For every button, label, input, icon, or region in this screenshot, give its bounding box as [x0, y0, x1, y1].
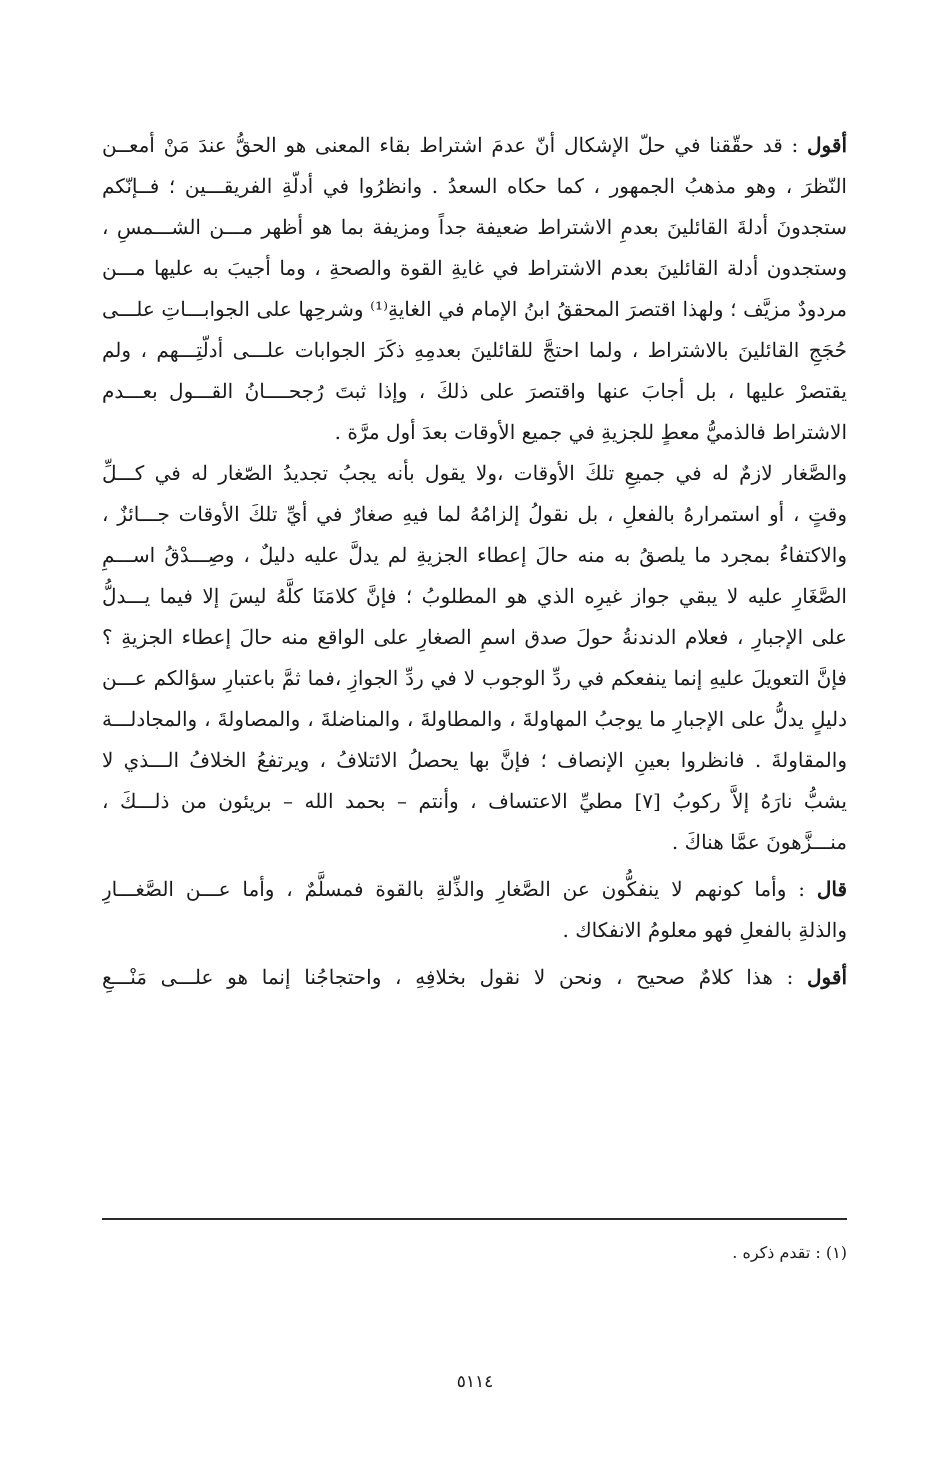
- speaker-label: قال: [816, 877, 847, 901]
- text-line: ستجدونَ أدلةَ القائلينَ بعدمِ الاشتراط ضعيفة جداً ومزيفة بما هو أظهر مـــن الشـــمسِ ،: [102, 215, 847, 239]
- text-line: يقتصرْ عليها ، بل أجابَ عنها واقتصرَ على ذلكَ ، وإذا ثبتَ رُجحــــانُ القـــول بعـــدم: [102, 379, 847, 403]
- text-line: والذلةِ بالفعلِ فهو معلومُ الانفكاك .: [562, 918, 847, 942]
- text-line: والمقاولةَ . فانظروا بعينِ الإنصاف ؛ فإنَّ بها يحصلُ الائتلافُ ، ويرتفعُ الخلافُ الـــذي لا: [102, 748, 847, 772]
- speaker-label: أقول: [807, 133, 847, 157]
- paragraph-1: [102, 125, 847, 453]
- text-line: على الإجبارِ ، فعلام الدندنةُ حولَ صدق اسمِ الصغارِ على الواقع منه حالَ إعطاء الجزيةِ ؟: [102, 625, 847, 649]
- text-line: مردودٌ مزيَّف ؛ ولهذا اقتصرَ المحققُ ابنُ الإمام في الغايةِ⁽¹⁾ وشرحِها على الجوابـــاتِ علـــى: [102, 297, 847, 321]
- paragraph-3: [102, 869, 847, 951]
- footnote: (١) : تقدم ذكره .: [732, 1243, 847, 1262]
- text-line: منـــزَّهونَ عمَّا هناكَ .: [671, 830, 847, 854]
- text-line: يشبُّ نارَهُ إلاَّ ركوبُ [٧] مطيِّ الاعتساف ، وأنتم – بحمد الله – بريئون من ذلـــكَ ،: [102, 789, 847, 813]
- paragraph-2: [102, 453, 847, 863]
- text-line: الاشتراط فالذميُّ معطٍ للجزيةِ في جميع الأوقات بعدَ أول مرَّة .: [334, 420, 847, 444]
- text-line: والاكتفاءُ بمجرد ما يلصقُ به منه حالَ إعطاء الجزيةِ لم يدلَّ عليه دليلٌ ، وصِـــدْقُ اســـمِ: [102, 543, 847, 567]
- text-line: فإنَّ التعويلَ عليهِ إنما ينفعكم في ردِّ الوجوب لا في ردِّ الجوازِ ،فما ثمَّ باعتبارِ سؤالكم عـــن: [102, 666, 847, 690]
- page-number: ٥١١٤: [456, 1372, 494, 1392]
- text-line: والصَّغار لازمٌ له في جميعِ تلكَ الأوقات ،ولا يقول بأنه يجبُ تجديدُ الصّغار له في كـــلِّ: [102, 461, 847, 485]
- text-line: وستجدون أدلة القائلينَ بعدم الاشتراط في غايةِ القوة والصحةِ ، وما أجيبَ به عليها مـــن: [102, 256, 847, 280]
- speaker-label: أقول: [807, 965, 847, 989]
- text-line: النّظرَ ، وهو مذهبُ الجمهور ، كما حكاه السعدُ . وانظرُوا في أدلّةِ الفريقـــين ؛ فــإنّكم: [102, 174, 847, 198]
- text-line: قال : وأما كونهم لا ينفكُّون عن الصَّغارِ والذِّلةِ بالقوة فمسلَّمٌ ، وأما عـــن الصَّغـــارِ: [102, 877, 847, 901]
- paragraph-4: [102, 957, 847, 998]
- text-line: حُجَجِ القائلينَ بالاشتراط ، ولما احتجَّ للقائلينَ بعدمِهِ ذكَرَ الجوابات علـــى أدلّتِـــهم ، ولم: [102, 338, 847, 362]
- footnote-separator: [102, 1218, 847, 1220]
- text-line: أقول : هذا كلامٌ صحيح ، ونحن لا نقول بخلافِهِ ، واحتجاجُنا إنما هو علـــى مَنْـــعِ: [102, 965, 847, 989]
- text-line: الصَّغَارِ عليه لا يبقي جواز غيرِه الذي هو المطلوبُ ؛ فإنَّ كلامَنَا كلَّهُ ليسَ إلا فيما يـــدلُّ: [102, 584, 847, 608]
- text-line: أقول : قد حقّقنا في حلّ الإشكال أنّ عدمَ اشتراط بقاء المعنى هو الحقُّ عندَ مَنْ أمعــن: [102, 133, 847, 157]
- text-line: وقتٍ ، أو استمرارهُ بالفعلِ ، بل نقولُ إلزامُهُ لما فيهِ صغارٌ في أيِّ تلكَ الأوقات جـــائزٌ ،: [102, 502, 847, 526]
- text-line: دليلٍ يدلُّ على الإجبارِ ما يوجبُ المهاولةَ ، والمطاولةَ ، والمناضلةَ ، والمصاولةَ ، والمجادلـــة: [102, 707, 847, 731]
- main-text: [102, 125, 847, 998]
